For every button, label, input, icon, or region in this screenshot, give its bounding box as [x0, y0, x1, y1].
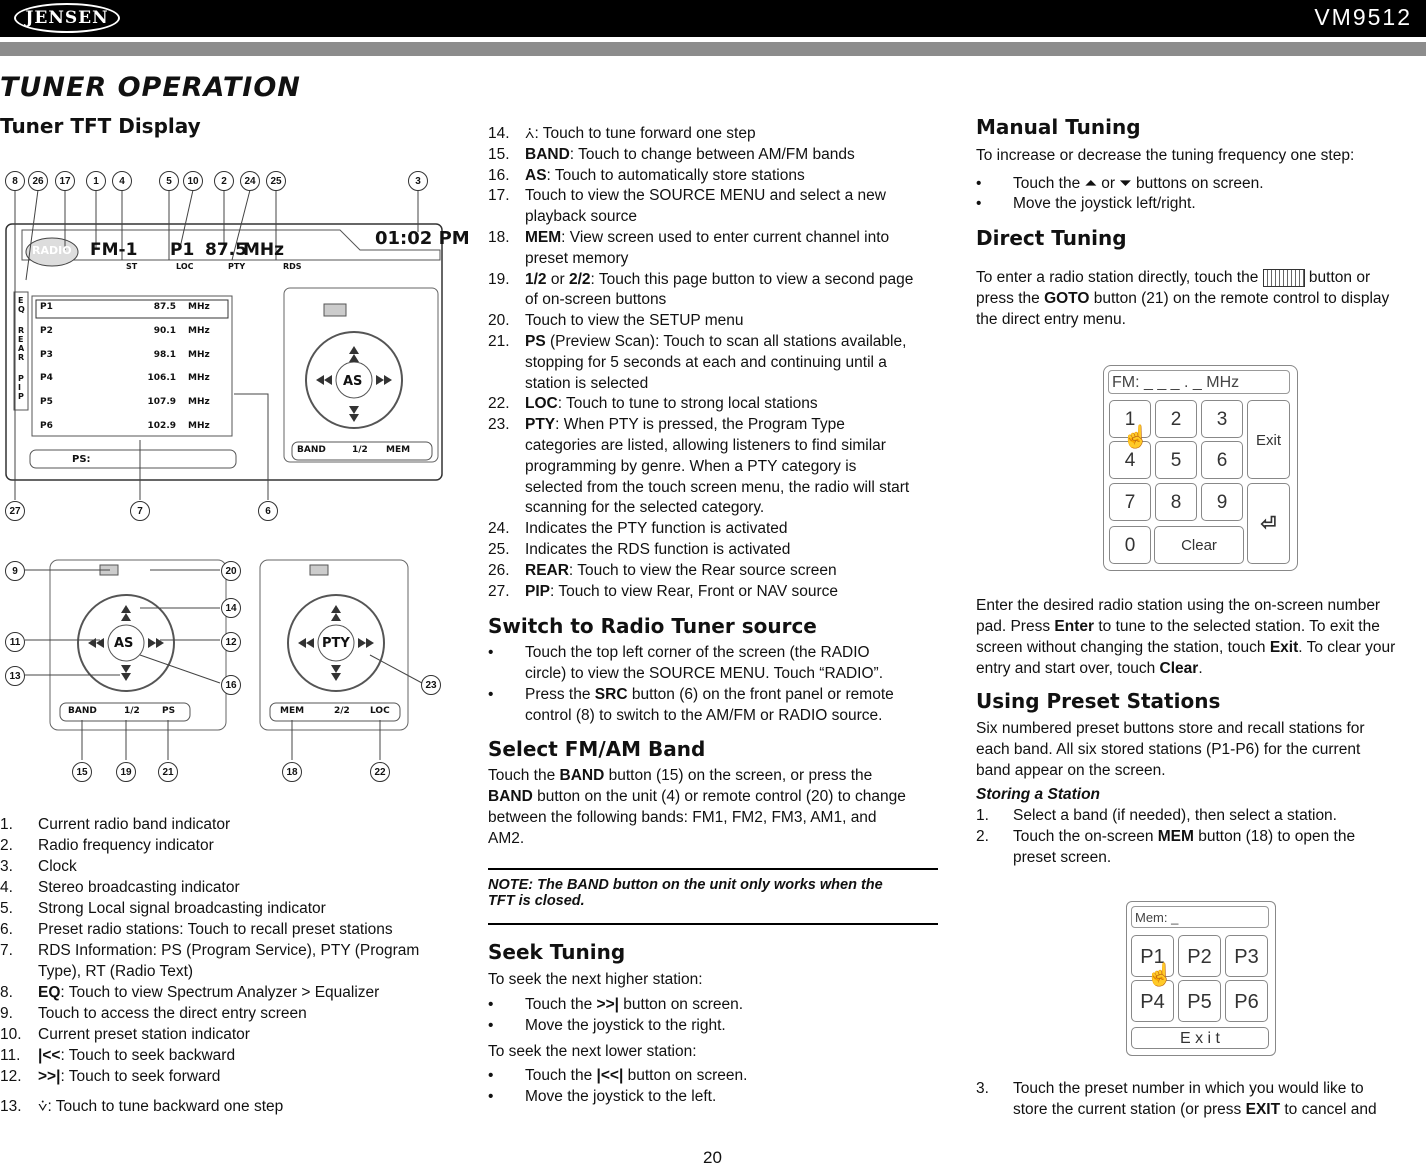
rds-indicator: RDS [283, 262, 302, 271]
list-number: 23. [488, 416, 510, 434]
preset-p3: band appear on the screen. [976, 762, 1166, 779]
list-item [38, 940, 419, 961]
key-7[interactable]: 7 [1109, 483, 1151, 521]
list-item [38, 856, 77, 877]
manual-heading: Manual Tuning [976, 115, 1141, 139]
callout-number: 19 [116, 762, 136, 782]
ps-label: PS: [72, 454, 91, 465]
callout-number: 3 [408, 171, 428, 191]
key-1[interactable]: 1 [1109, 400, 1151, 438]
controller-panels-diagram [0, 555, 450, 785]
bullet: • [488, 996, 494, 1013]
callout-number: 22 [370, 762, 390, 782]
st-indicator: ST [126, 262, 138, 271]
list-item [38, 1024, 250, 1045]
list-item-text: : Touch to tune backward one step [47, 1098, 284, 1115]
key-3[interactable]: 3 [1201, 400, 1243, 438]
list-item-text: Current preset station indicator [38, 1026, 250, 1043]
list-item-text: : Touch to change between AM/FM bands [569, 145, 855, 163]
switch-b2: Press the SRC button (6) on the front panel or remote [525, 686, 894, 703]
list-number: 10. [0, 1026, 22, 1043]
band-button-lower[interactable]: BAND [68, 706, 97, 716]
as-button[interactable]: AS [343, 374, 363, 389]
seek-higher: To seek the next higher station: [488, 971, 703, 988]
list-item-text: : Touch to automatically store stations [546, 166, 805, 184]
header-divider [0, 42, 1426, 56]
note-rule-top [488, 868, 938, 870]
frequency-unit: MHz [243, 240, 285, 260]
list-item [525, 560, 837, 581]
band-l1: Touch the BAND button (15) on the screen, or press the [488, 767, 873, 784]
list-item-bold: 1/2 [525, 270, 547, 288]
enter-icon: ⏎ [1260, 514, 1277, 535]
preset-button-p6[interactable]: P6 [1225, 980, 1268, 1022]
list-number: 11. [0, 1047, 21, 1064]
preset-button-p4[interactable]: P4 [1131, 980, 1174, 1022]
preset-unit: MHz [188, 349, 210, 360]
keypad-display: FM: _ _ _ . _ MHz [1108, 370, 1290, 394]
list-number: 4. [0, 879, 13, 896]
list-item [525, 414, 845, 435]
tune-up-step-icon: ⩑ [525, 125, 535, 142]
bullet: • [488, 686, 494, 703]
frequency-indicator: 87.5 [205, 240, 247, 260]
bullet: • [976, 175, 982, 192]
direct-l2: press the GOTO button (21) on the remote control to display [976, 290, 1390, 307]
preset-button-p3[interactable]: P3 [1225, 935, 1268, 977]
preset-name: P2 [40, 325, 53, 336]
list-item [38, 982, 379, 1003]
preset-unit: MHz [188, 373, 210, 384]
list-item-continued: station is selected [525, 374, 649, 392]
key-0[interactable]: 0 [1109, 526, 1151, 564]
seek-heading: Seek Tuning [488, 940, 626, 964]
preset-button-p5[interactable]: P5 [1178, 980, 1221, 1022]
list-item [525, 227, 889, 248]
list-number: 19. [488, 270, 510, 288]
key-8[interactable]: 8 [1155, 483, 1197, 521]
callout-number: 8 [5, 171, 25, 191]
seek-h2: Move the joystick to the right. [525, 1017, 726, 1034]
preset-row[interactable] [40, 326, 220, 350]
preset-unit: MHz [188, 420, 210, 431]
list-number: 24. [488, 520, 510, 538]
list-item [525, 269, 913, 290]
list-item-text: Touch to view the SOURCE MENU and select a new [525, 187, 886, 205]
side-tab-letter: Q [18, 305, 25, 314]
list-item-text: (Preview Scan): Touch to scan all stations available, [545, 333, 907, 350]
list-number: 15. [488, 145, 510, 163]
preset-row[interactable] [40, 397, 220, 421]
page-button[interactable]: 1/2 [352, 445, 368, 455]
callout-number: 26 [28, 171, 48, 191]
switch-b1b: circle) to view the SOURCE MENU. Touch “RADIO”. [525, 665, 884, 682]
callout-number: 15 [72, 762, 92, 782]
tune-down-icon: ⏷ [1119, 175, 1132, 192]
list-item-text: Indicates the RDS function is activated [525, 541, 791, 558]
switch-b2b: control (8) to switch to the AM/FM or RADIO source. [525, 707, 883, 724]
as-button-lower[interactable]: AS [114, 636, 134, 651]
preset-button-p2[interactable]: P2 [1178, 935, 1221, 977]
side-tab-letter: R [18, 326, 25, 335]
list-item-continued: Type), RT (Radio Text) [38, 963, 194, 980]
side-tab-letter: I [18, 383, 21, 392]
list-item-continued: preset memory [525, 249, 629, 267]
list-item [38, 835, 214, 856]
list-item [38, 877, 240, 898]
tune-up-icon: ⏶ [1084, 175, 1097, 192]
preset-name: P3 [40, 349, 53, 360]
step-number: 3. [976, 1080, 989, 1097]
list-number: 17. [488, 187, 510, 205]
list-number: 6. [0, 921, 13, 938]
preset-frequency: 98.1 [153, 349, 176, 360]
preset-row[interactable] [40, 421, 220, 445]
jensen-logo: JENSEN [14, 3, 120, 33]
callout-number: 16 [221, 675, 241, 695]
list-item [38, 1066, 220, 1087]
loc-indicator: LOC [176, 262, 194, 271]
list-number: 7. [0, 942, 13, 959]
list-item-bold: MEM [525, 229, 562, 246]
callout-number: 24 [240, 171, 260, 191]
side-tab-letter: E [18, 335, 24, 344]
storing-s3b: store the current station (or press EXIT to cancel and [1013, 1101, 1377, 1118]
list-item-continued: scanning for the selected category. [525, 499, 765, 517]
loc-button[interactable]: LOC [370, 706, 390, 716]
list-number: 5. [0, 900, 13, 917]
list-item [525, 123, 756, 144]
storing-s2c: preset screen. [1013, 849, 1112, 866]
manual-b2: Move the joystick left/right. [1013, 195, 1196, 212]
direct-p1: Enter the desired radio station using the on-screen number [976, 597, 1381, 614]
page-button-2[interactable]: 2/2 [334, 706, 350, 716]
storing-heading: Storing a Station [976, 786, 1100, 803]
list-item-bold: 2/2 [568, 270, 591, 288]
radio-source-label[interactable]: RADIO [32, 244, 72, 257]
seek-l1: Touch the |<<| button on screen. [525, 1067, 748, 1084]
header-bar [0, 0, 1426, 37]
page-number: 20 [703, 1148, 722, 1167]
list-number: 8. [0, 984, 13, 1001]
list-item [38, 1045, 235, 1066]
callout-number: 1 [86, 171, 106, 191]
list-item-text: Radio frequency indicator [38, 837, 214, 854]
pty-button[interactable]: PTY [322, 636, 350, 651]
list-item [525, 331, 906, 352]
callout-number: 21 [158, 762, 178, 782]
key-5[interactable]: 5 [1155, 441, 1197, 479]
callout-number: 23 [421, 675, 441, 695]
list-item [525, 393, 818, 414]
list-item [525, 144, 855, 165]
callout-number: 7 [130, 501, 150, 521]
callout-number: 12 [221, 632, 241, 652]
list-number: 21. [488, 333, 510, 350]
clear-key[interactable]: Clear [1154, 526, 1244, 564]
preset-name: P1 [40, 302, 53, 312]
list-item-continued: of on-screen buttons [525, 291, 667, 309]
preset-frequency: 107.9 [147, 397, 176, 408]
list-item-text: Strong Local signal broadcasting indicator [38, 900, 326, 917]
storing-s1: Select a band (if needed), then select a station. [1013, 807, 1337, 824]
list-item-text: : When PTY is pressed, the Program Type [555, 416, 845, 434]
list-number: 13. [0, 1098, 22, 1115]
list-item-bold: >>| [38, 1068, 61, 1085]
band-button[interactable]: BAND [297, 445, 326, 455]
list-number: 18. [488, 229, 510, 246]
list-item-text: Current radio band indicator [38, 816, 231, 833]
list-item [525, 310, 744, 331]
direct-p4: entry and start over, touch Clear. [976, 660, 1203, 677]
storing-s2: Touch the on-screen MEM button (18) to open the [1013, 828, 1356, 845]
side-tab-letter: P [18, 392, 24, 401]
list-item-text: Touch to view the SETUP menu [525, 312, 744, 330]
preset-frequency: 90.1 [153, 325, 176, 336]
list-item-text: : Touch to tune to strong local stations [557, 395, 818, 413]
list-number: 2. [0, 837, 13, 854]
list-number: 3. [0, 858, 13, 875]
step-number: 2. [976, 828, 989, 845]
bullet: • [488, 1088, 494, 1105]
list-item-text: : Touch to seek backward [60, 1047, 236, 1064]
bullet: • [488, 1067, 494, 1084]
enter-key[interactable] [1247, 483, 1290, 564]
list-number: 1. [0, 816, 13, 833]
mem-button-lower[interactable]: MEM [280, 706, 305, 716]
clock: 01:02 PM [375, 228, 470, 249]
list-item-text: Indicates the PTY function is activated [525, 520, 788, 538]
side-tabs[interactable] [18, 296, 26, 401]
list-item [38, 814, 230, 835]
side-tab-letter: E [18, 296, 24, 305]
mem-button[interactable]: MEM [386, 445, 411, 455]
preset-frequency: 87.5 [153, 302, 176, 312]
callout-number: 2 [214, 171, 234, 191]
side-tab-letter: A [18, 344, 25, 353]
preset-button-p1[interactable]: P1 [1131, 935, 1174, 977]
list-item-text: Preset radio stations: Touch to recall preset stations [38, 921, 393, 938]
switch-heading: Switch to Radio Tuner source [488, 614, 817, 638]
model-number: VM9512 [1314, 4, 1412, 30]
manual-intro: To increase or decrease the tuning frequency one step: [976, 147, 1355, 164]
bullet: • [976, 195, 982, 212]
hand-pointer-icon: ☝ [1122, 424, 1150, 449]
mem-display: Mem: _ [1131, 906, 1269, 928]
tune-down-step-icon: ⩒ [38, 1098, 48, 1115]
list-item-bold: PS [525, 333, 546, 350]
callout-number: 20 [221, 561, 241, 581]
band-l2: BAND button on the unit (4) or remote control (20) to change [488, 788, 906, 805]
storing-s3a: Touch the preset number in which you would like to [1013, 1080, 1364, 1097]
direct-p3: screen without changing the station, touch Exit. To clear your [976, 639, 1396, 656]
callout-number: 11 [5, 632, 25, 652]
list-item-bold: BAND [525, 145, 570, 163]
list-item-text: or [546, 270, 569, 288]
side-tab-letter: R [18, 353, 25, 362]
preset-frequency: 102.9 [147, 420, 176, 431]
pty-indicator: PTY [228, 262, 246, 271]
band-note: NOTE: The BAND button on the unit only works when the TFT is closed. [488, 877, 883, 909]
list-number: 20. [488, 312, 510, 330]
list-item-text: : Touch to view the Rear source screen [568, 561, 837, 579]
list-item [38, 919, 393, 940]
band-indicator: FM-1 [90, 240, 138, 260]
preset-heading: Using Preset Stations [976, 689, 1221, 713]
key-6[interactable]: 6 [1201, 441, 1243, 479]
section-heading-tft: Tuner TFT Display [0, 114, 201, 138]
callout-number: 14 [221, 598, 241, 618]
callout-number: 4 [112, 171, 132, 191]
list-item [525, 165, 805, 186]
list-item-continued: programming by genre. When a PTY category is [525, 457, 857, 475]
key-4[interactable]: 4 [1109, 441, 1151, 479]
preset-name: P5 [40, 397, 53, 408]
keypad-icon[interactable] [1263, 269, 1305, 287]
direct-p2: pad. Press Enter to tune to the selected station. To exit the [976, 618, 1380, 635]
list-item-continued: selected from the touch screen menu, the radio will start [525, 478, 910, 496]
preset-unit: MHz [188, 325, 210, 336]
list-item [525, 539, 790, 560]
list-number: 9. [0, 1005, 13, 1022]
callout-number: 18 [282, 762, 302, 782]
preset-unit: MHz [188, 397, 210, 408]
callout-number: 27 [5, 501, 25, 521]
switch-b1a: Touch the top left corner of the screen (the RADIO [525, 644, 870, 661]
list-item-bold: AS [525, 166, 547, 184]
preset-indicator: P1 [170, 240, 195, 260]
list-item [525, 518, 788, 539]
bullet: • [488, 644, 494, 661]
callout-number: 17 [55, 171, 75, 191]
list-item-text: Stereo broadcasting indicator [38, 879, 240, 896]
list-number: 27. [488, 582, 510, 600]
direct-l3: the direct entry menu. [976, 311, 1126, 328]
list-item-text: Clock [38, 858, 77, 875]
callout-number: 13 [5, 666, 25, 686]
list-item-text: : Touch to view Rear, Front or NAV source [549, 582, 839, 600]
list-number: 16. [488, 166, 510, 184]
direct-l1: To enter a radio station directly, touch the button or [976, 269, 1371, 286]
hand-pointer-icon: ☝ [1146, 962, 1174, 987]
list-item [525, 185, 886, 206]
preset-p1: Six numbered preset buttons store and recall stations for [976, 720, 1365, 737]
mem-exit-button[interactable]: E x i t [1131, 1027, 1269, 1049]
seek-lower: To seek the next lower station: [488, 1043, 697, 1060]
manual-b1: Touch the ⏶ or ⏷ buttons on screen. [1013, 175, 1264, 192]
list-item-text: Touch to access the direct entry screen [38, 1005, 307, 1022]
callout-number: 9 [5, 561, 25, 581]
list-item-text: : Touch to tune forward one step [534, 125, 756, 142]
preset-p2: each band. All six stored stations (P1-P6) for the current [976, 741, 1361, 758]
list-item-text: : Touch this page button to view a second page [590, 270, 914, 288]
list-number: 25. [488, 541, 510, 558]
list-item-bold: REAR [525, 561, 569, 579]
callout-number: 10 [183, 171, 203, 191]
list-item [525, 581, 838, 602]
page-button-1[interactable]: 1/2 [124, 706, 140, 716]
bullet: • [488, 1017, 494, 1034]
list-item-bold: |<< [38, 1047, 61, 1064]
callout-number: 5 [159, 171, 179, 191]
key-9[interactable]: 9 [1201, 483, 1243, 521]
list-item [38, 1096, 283, 1117]
list-item-bold: PTY [525, 416, 556, 434]
preset-name: P6 [40, 420, 53, 431]
band-l4: AM2. [488, 830, 525, 847]
list-item [38, 898, 326, 919]
list-number: 14. [488, 125, 510, 142]
seek-h1: Touch the >>| button on screen. [525, 996, 744, 1013]
preset-unit: MHz [188, 302, 210, 312]
preset-name: P4 [40, 373, 53, 384]
preset-row[interactable] [40, 373, 220, 397]
callout-number: 6 [258, 501, 278, 521]
preset-row[interactable] [40, 302, 220, 326]
note-rule-bottom [488, 923, 938, 925]
list-item-bold: LOC [525, 395, 558, 413]
step-number: 1. [976, 807, 989, 824]
list-item-text: RDS Information: PS (Program Service), PTY (Program [38, 942, 420, 959]
list-item-text: : Touch to seek forward [60, 1068, 221, 1085]
list-item-continued: categories are listed, allowing listeners to find similar [525, 437, 886, 454]
exit-key[interactable]: Exit [1247, 400, 1290, 479]
list-number: 22. [488, 395, 510, 413]
list-item-text: : Touch to view Spectrum Analyzer > Equalizer [60, 984, 380, 1001]
list-item-bold: EQ [38, 984, 61, 1001]
band-l3: between the following bands: FM1, FM2, FM3, AM1, and [488, 809, 877, 826]
page-title: TUNER OPERATION [0, 72, 301, 103]
list-item-bold: PIP [525, 582, 550, 600]
band-heading: Select FM/AM Band [488, 737, 706, 761]
seek-l2: Move the joystick to the left. [525, 1088, 717, 1105]
side-tab-letter: P [18, 374, 24, 383]
preset-list [40, 302, 220, 445]
preset-frequency: 106.1 [147, 373, 176, 384]
list-item-continued: playback source [525, 208, 638, 226]
callout-number: 25 [266, 171, 286, 191]
list-item-continued: stopping for 5 seconds at each and continuing until a [525, 353, 887, 371]
list-number: 26. [488, 561, 510, 579]
ps-button[interactable]: PS [162, 706, 176, 716]
direct-heading: Direct Tuning [976, 226, 1127, 250]
preset-row[interactable] [40, 350, 220, 374]
list-item-text: : View screen used to enter current channel into [561, 229, 890, 246]
key-2[interactable]: 2 [1155, 400, 1197, 438]
list-number: 12. [0, 1068, 22, 1085]
list-item [38, 1003, 307, 1024]
